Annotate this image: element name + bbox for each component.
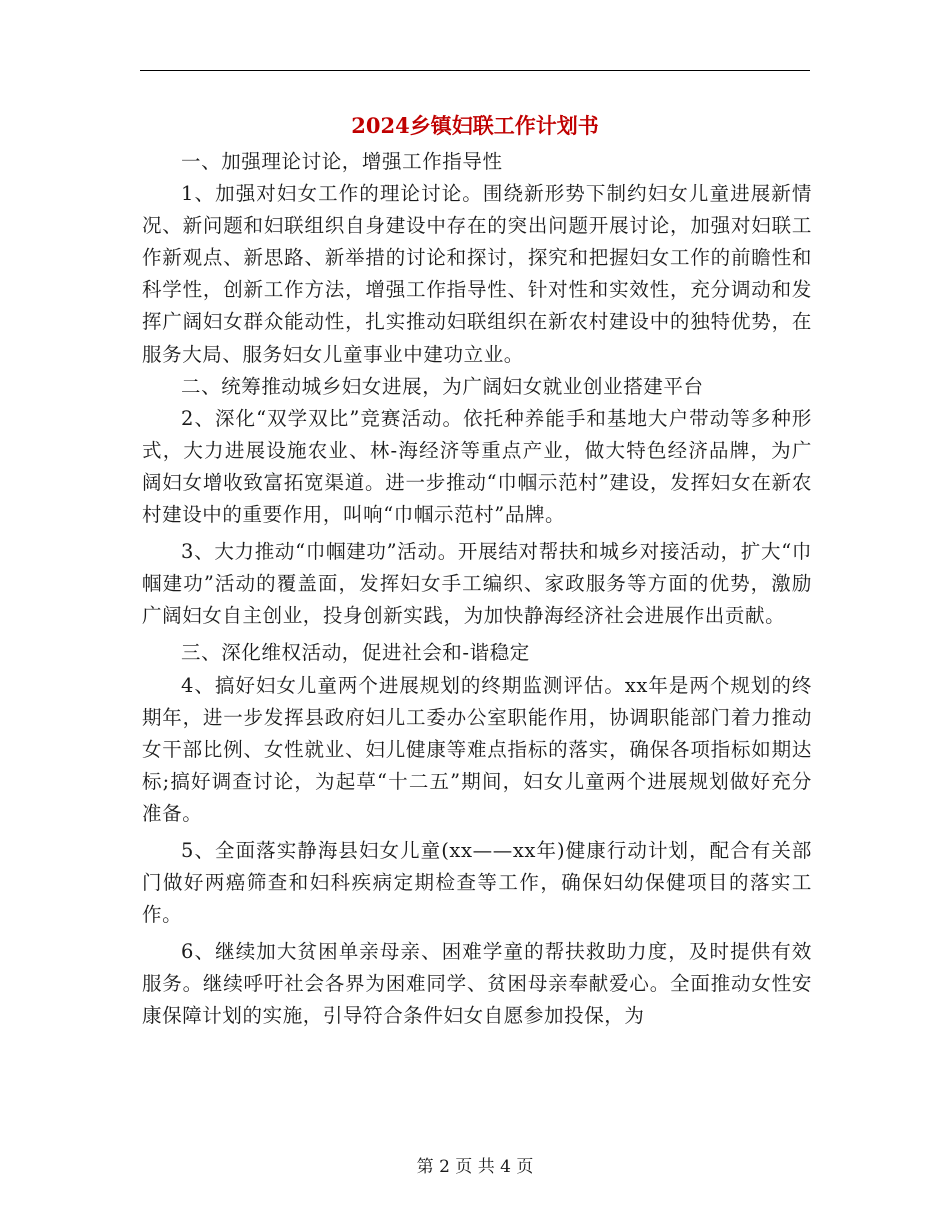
section-heading-1: 一、加强理论讨论，增强工作指导性 xyxy=(181,150,503,173)
paragraph-2: 2、深化“双学双比”竞赛活动。依托种养能手和基地大户带动等多种形式，大力进展设施农业、林-海经济等重点产业，做大特色经济品牌，为广阔妇女增收致富拓宽渠道。进一步推动“巾帼示范村”建设，发挥妇女在新农村建设中的重要作用，叫响“巾帼示范村”品牌。 xyxy=(142,406,812,527)
paragraph-4: 4、搞好妇女儿童两个进展规划的终期监测评估。xx年是两个规划的终期年，进一步发挥县政府妇儿工委办公室职能作用，协调职能部门着力推动女干部比例、女性就业、妇儿健康等难点指标的落实，确保各项指标如期达标;搞好调查讨论，为起草“十二五”期间，妇女儿童两个进展规划做好充分准备。 xyxy=(142,673,812,825)
header-rule xyxy=(140,70,810,71)
section-heading-2: 二、统筹推动城乡妇女进展，为广阔妇女就业创业搭建平台 xyxy=(181,374,704,398)
document-title: 2024乡镇妇联工作计划书 xyxy=(351,113,599,138)
paragraph-1: 1、加强对妇女工作的理论讨论。围绕新形势下制约妇女儿童进展新情况、新问题和妇联组织自身建设中存在的突出问题开展讨论，加强对妇联工作新观点、新思路、新举措的讨论和探讨，探究和把握妇女工作的前瞻性和科学性，创新工作方法，增强工作指导性、针对性和实效性，充分调动和发挥广阔妇女群众能动性，扎实推动妇联组织在新农村建设中的独特优势，在服务大局、服务妇女儿童事业中建功立业。 xyxy=(142,182,812,366)
section-heading-3: 三、深化维权活动，促进社会和-谐稳定 xyxy=(181,641,530,665)
document-body xyxy=(142,146,812,1033)
paragraph-5: 5、全面落实静海县妇女儿童(xx——xx年)健康行动计划，配合有关部门做好两癌筛查和妇科疾病定期检查等工作，确保妇幼保健项目的落实工作。 xyxy=(142,838,812,927)
paragraph-6: 6、继续加大贫困单亲母亲、困难学童的帮扶救助力度，及时提供有效服务。继续呼吁社会各界为困难同学、贫困母亲奉献爱心。全面推动女性安康保障计划的实施，引导符合条件妇女自愿参加投保，为 xyxy=(142,940,812,1028)
page-number: 第 2 页 共 4 页 xyxy=(416,1157,534,1177)
paragraph-3: 3、大力推动“巾帼建功”活动。开展结对帮扶和城乡对接活动，扩大“巾帼建功”活动的覆盖面，发挥妇女手工编织、家政服务等方面的优势，激励广阔妇女自主创业，投身创新实践，为加快静海经济社会进展作出贡献。 xyxy=(142,540,812,628)
